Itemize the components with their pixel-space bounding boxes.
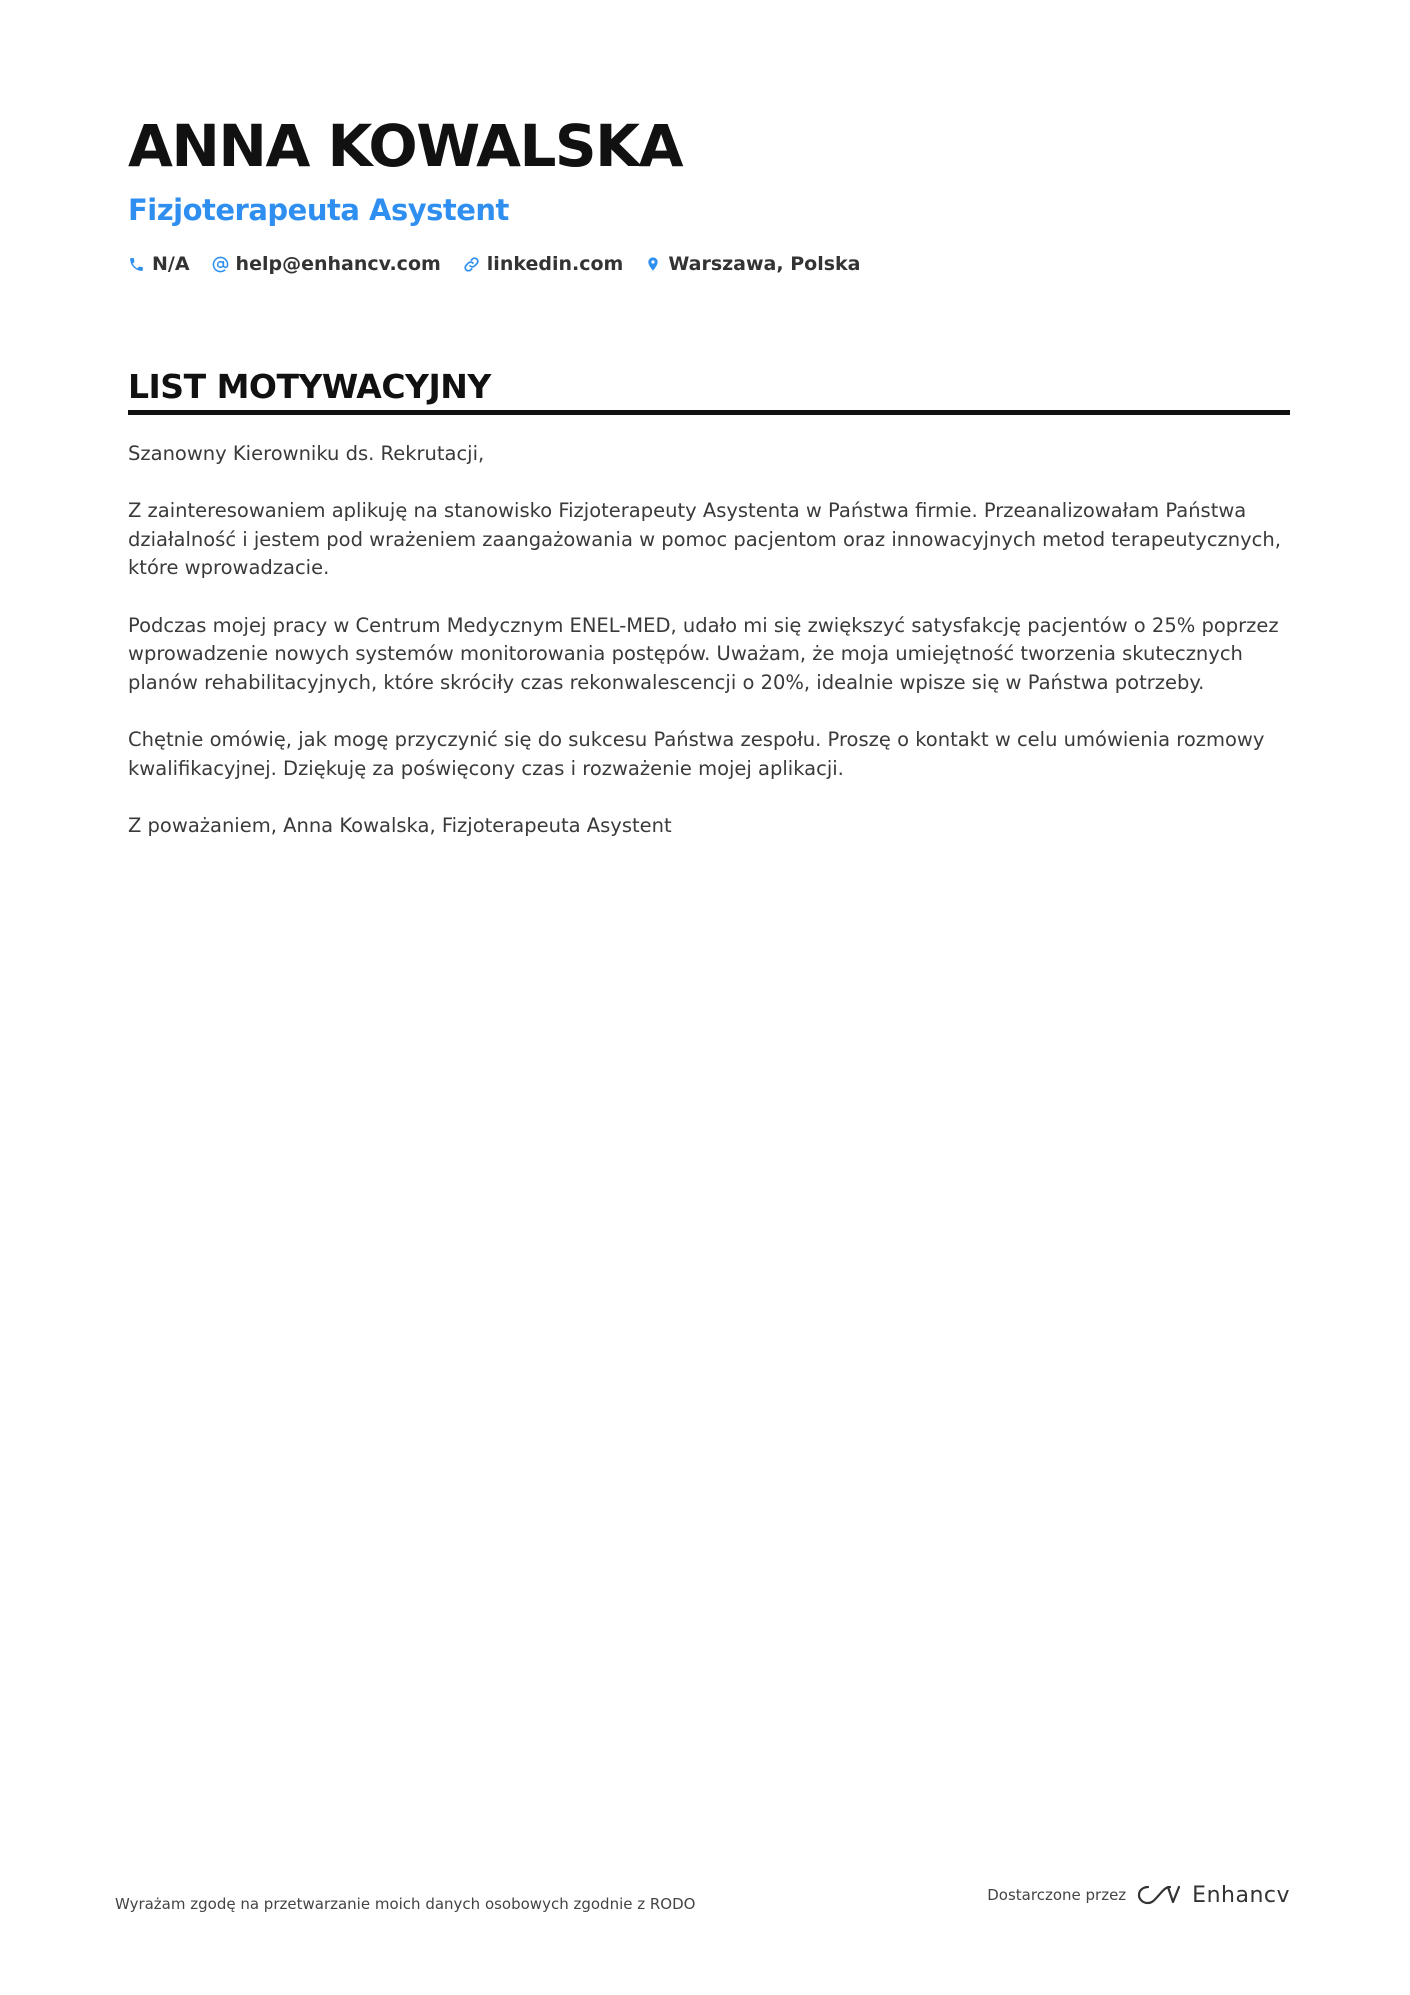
letter-paragraph: Podczas mojej pracy w Centrum Medycznym ENEL-MED, udało mi się zwiększyć satysfakcję pacjentów o 25% poprzez wprowadzenie nowych systemów monitorowania postępów. Uważam, że moja umiejętność tworzenia skutecznych planów rehabilitacyjnych, które skróciły czas rekonwalescencji o 20%, idealnie wpisze się w Państwa potrzeby. xyxy=(128,613,1279,694)
brand-name: Enhancv xyxy=(1192,1882,1290,1908)
location-pin-icon xyxy=(645,255,661,273)
section-title: LIST MOTYWACYJNY xyxy=(128,367,491,406)
letter-closing: Z poważaniem, Anna Kowalska, Fizjoterapeuta Asystent xyxy=(128,813,672,837)
section-divider xyxy=(128,410,1290,415)
contact-email-text: help@enhancv.com xyxy=(235,253,441,275)
contact-bar xyxy=(128,253,860,275)
contact-location xyxy=(645,253,860,275)
letter-body xyxy=(128,440,1290,869)
letter-paragraph: Z zainteresowaniem aplikuję na stanowisko Fizjoterapeuty Asystenta w Państwa firmie. Przeanalizowałam Państwa działalność i jestem pod wrażeniem zaangażowania w pomoc pacjentom oraz innowacyjnych metod terapeutycznych, które wprowadzacie. xyxy=(128,499,1281,580)
gdpr-consent: Wyrażam zgodę na przetwarzanie moich danych osobowych zgodnie z RODO xyxy=(115,1895,696,1913)
enhancv-logo-icon xyxy=(1136,1882,1182,1908)
letter-paragraph: Chętnie omówię, jak mogę przyczynić się do sukcesu Państwa zespołu. Proszę o kontakt w celu umówienia rozmowy kwalifikacyjnej. Dziękuję za poświęcony czas i rozważenie mojej aplikacji. xyxy=(128,727,1265,780)
contact-linkedin-text: linkedin.com xyxy=(486,253,624,275)
powered-by-label: Dostarczone przez xyxy=(987,1886,1127,1904)
candidate-name: ANNA KOWALSKA xyxy=(128,112,683,180)
powered-by xyxy=(987,1882,1290,1908)
contact-linkedin[interactable] xyxy=(463,253,624,275)
contact-phone-text: N/A xyxy=(152,253,190,275)
contact-email[interactable] xyxy=(212,253,441,275)
link-icon xyxy=(463,256,480,273)
contact-phone xyxy=(128,253,190,275)
contact-location-text: Warszawa, Polska xyxy=(668,253,861,275)
candidate-role: Fizjoterapeuta Asystent xyxy=(128,193,509,227)
letter-salutation: Szanowny Kierowniku ds. Rekrutacji, xyxy=(128,442,485,465)
at-icon xyxy=(212,256,229,273)
phone-icon xyxy=(128,256,145,273)
